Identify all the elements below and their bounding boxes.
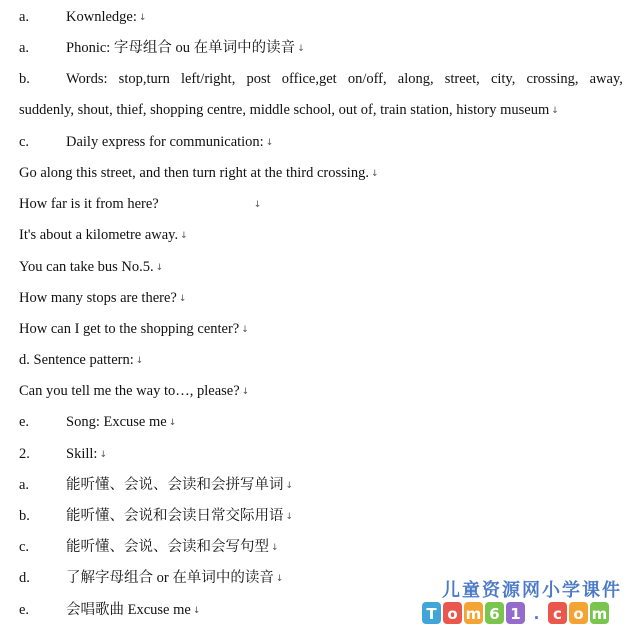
line-text: Daily express for communication: xyxy=(66,134,264,150)
outline-line xyxy=(19,506,623,526)
paragraph-mark-icon: ↓ xyxy=(241,387,250,397)
paragraph-mark-icon: ↓ xyxy=(180,231,188,241)
line-text: 了解字母组合 or 在单词中的读音 xyxy=(66,570,274,586)
list-marker: 2. xyxy=(19,446,30,462)
outline-line xyxy=(19,194,623,214)
paragraph-mark-icon: ↓ xyxy=(271,543,279,553)
line-segment: away, xyxy=(589,71,623,87)
paragraph-mark-icon: ↓ xyxy=(168,418,177,428)
outline-line xyxy=(19,38,623,58)
line-text: Kownledge: xyxy=(66,9,137,25)
logo-letter: o xyxy=(447,605,458,623)
watermark-chinese-text: 儿童资源网小学课件 xyxy=(442,580,622,601)
line-text: How many stops are there? xyxy=(19,290,177,306)
line-segment: office,get xyxy=(281,71,337,87)
line-text: 能听懂、会说、会读和会写句型 xyxy=(66,539,269,555)
paragraph-mark-icon: ↓ xyxy=(285,512,294,522)
line-text: How can I get to the shopping center? xyxy=(19,321,240,337)
paragraph-mark-icon: ↓ xyxy=(241,325,249,335)
paragraph-mark-icon: ↓ xyxy=(370,169,379,179)
paragraph-mark-icon: ↓ xyxy=(99,450,107,460)
outline-line xyxy=(19,444,623,464)
line-segment: b. Words: xyxy=(19,71,108,87)
list-marker: c. xyxy=(19,539,30,555)
outline-line xyxy=(19,381,623,401)
line-segment: city, xyxy=(490,71,516,87)
outline-line xyxy=(19,225,623,245)
logo-letter: . xyxy=(533,605,540,623)
paragraph-mark-icon: ↓ xyxy=(297,44,305,54)
list-marker: d. xyxy=(19,570,30,586)
outline-line xyxy=(19,257,623,277)
line-text: d. Sentence pattern: xyxy=(19,352,134,368)
line-segment: street, xyxy=(444,71,480,87)
paragraph-mark-icon: ↓ xyxy=(285,481,294,491)
list-marker: a. xyxy=(19,477,30,493)
line-text: Song: Excuse me xyxy=(66,414,167,430)
site-watermark xyxy=(398,576,624,628)
logo-letters xyxy=(422,602,609,624)
line-segment: left/right, xyxy=(180,71,236,87)
line-text: Skill: xyxy=(66,446,98,462)
line-text: Go along this street, and then turn right at the third crossing. xyxy=(19,165,369,181)
paragraph-mark-icon: ↓ xyxy=(135,356,144,366)
logo-letter: c xyxy=(553,605,562,623)
outline-line xyxy=(19,163,623,183)
line-text: Phonic: 字母组合 ou 在单词中的读音 xyxy=(66,40,296,56)
logo-letter: o xyxy=(573,605,584,623)
line-segment: crossing, xyxy=(526,71,579,87)
outline-line xyxy=(19,132,623,152)
outline-line-justified xyxy=(19,69,623,89)
line-text: 能听懂、会说、会读和会拼写单词 xyxy=(66,477,284,493)
logo-letter: 1 xyxy=(510,605,521,623)
outline-line xyxy=(19,412,623,432)
list-marker: a. xyxy=(19,40,30,56)
paragraph-mark-icon: ↓ xyxy=(138,13,147,23)
line-segment: stop,turn xyxy=(118,71,170,87)
line-text: suddenly, shout, thief, shopping centre, middle school, out of, train station, history museum xyxy=(19,102,550,118)
watermark-logo xyxy=(420,600,620,626)
outline-line xyxy=(19,7,623,27)
line-text: 会唱歌曲 Excuse me xyxy=(66,602,191,618)
outline-line xyxy=(19,288,623,308)
paragraph-mark-icon: ↓ xyxy=(192,606,201,616)
paragraph-mark-icon: ↓ xyxy=(275,574,284,584)
line-text: You can take bus No.5. xyxy=(19,259,154,275)
logo-letter: m xyxy=(591,605,608,623)
line-segment: along, xyxy=(397,71,434,87)
line-text: 能听懂、会说和会读日常交际用语 xyxy=(66,508,284,524)
paragraph-mark-icon: ↓ xyxy=(253,200,262,210)
list-marker: b. xyxy=(19,71,30,87)
line-segment: on/off, xyxy=(347,71,387,87)
logo-letter: m xyxy=(465,605,482,623)
paragraph-mark-icon: ↓ xyxy=(155,263,164,273)
line-segment: post xyxy=(246,71,271,87)
line-text: It's about a kilometre away. xyxy=(19,227,179,243)
paragraph-mark-icon: ↓ xyxy=(265,138,274,148)
list-marker: c. xyxy=(19,134,30,150)
outline-line xyxy=(19,100,623,120)
outline-line xyxy=(19,537,623,557)
list-marker: e. xyxy=(19,414,30,430)
line-text: Can you tell me the way to…, please? xyxy=(19,383,240,399)
outline-line xyxy=(19,319,623,339)
logo-letter: T xyxy=(426,605,437,623)
outline-line xyxy=(19,350,623,370)
outline-line xyxy=(19,475,623,495)
logo-letter: 6 xyxy=(489,605,500,623)
list-marker: a. xyxy=(19,9,30,25)
line-text: How far is it from here? xyxy=(19,196,159,212)
list-marker: b. xyxy=(19,508,30,524)
paragraph-mark-icon: ↓ xyxy=(551,106,559,116)
list-marker: e. xyxy=(19,602,30,618)
paragraph-mark-icon: ↓ xyxy=(178,294,187,304)
